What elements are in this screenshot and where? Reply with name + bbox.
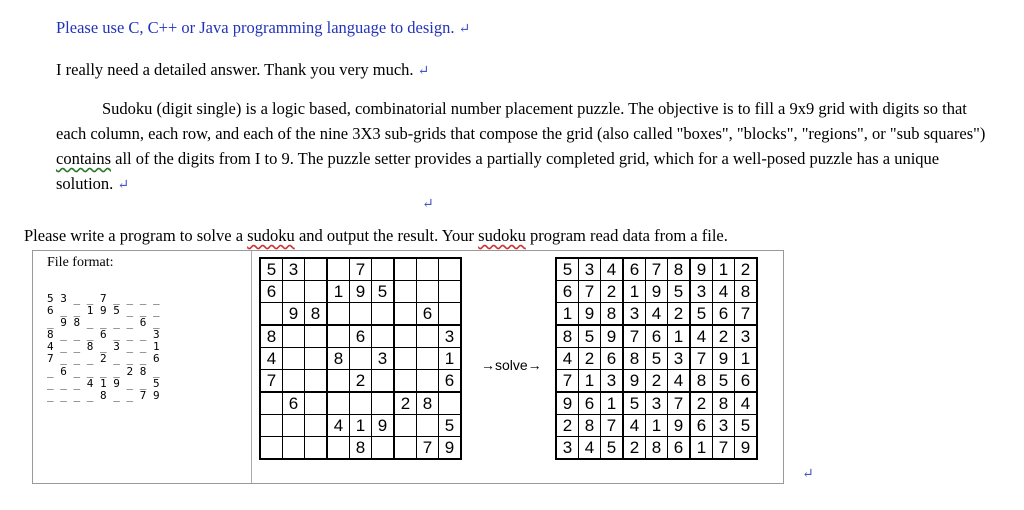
- grid-cell: 8: [327, 348, 350, 370]
- grid-cell: 4: [690, 325, 713, 348]
- grid-cell: 6: [646, 325, 668, 348]
- grid-row: [260, 415, 461, 437]
- grid-cell: [327, 325, 350, 348]
- grid-cell: 5: [372, 281, 395, 303]
- grid-cell: 9: [601, 325, 624, 348]
- grid-cell: 5: [601, 437, 624, 460]
- request-text: [56, 60, 429, 80]
- grid-cell: 8: [350, 437, 372, 460]
- puzzle-grid: [259, 257, 462, 460]
- grid-cell: 9: [350, 281, 372, 303]
- grid-row: [556, 392, 757, 415]
- prompt-text: [24, 226, 728, 246]
- grid-cell: 7: [579, 281, 601, 303]
- grid-cell: 9: [646, 281, 668, 303]
- grid-cell: 9: [372, 415, 395, 437]
- grid-row: [556, 303, 757, 326]
- grid-cell: [283, 415, 305, 437]
- request-line: I really need a detailed answer. Thank you very much.: [56, 60, 414, 79]
- grid-cell: [394, 415, 417, 437]
- grid-cell: [305, 392, 328, 415]
- grid-cell: 6: [601, 348, 624, 370]
- grid-cell: 3: [668, 348, 691, 370]
- grid-cell: 7: [417, 437, 439, 460]
- grid-cell: 1: [713, 258, 735, 281]
- grid-cell: [350, 348, 372, 370]
- grid-cell: 2: [668, 303, 691, 326]
- grid-cell: [260, 303, 283, 326]
- grid-cell: 5: [579, 325, 601, 348]
- grid-cell: 6: [735, 370, 758, 393]
- grid-cell: [305, 258, 328, 281]
- grid-cell: [394, 437, 417, 460]
- grid-cell: [372, 370, 395, 393]
- grid-cell: 8: [579, 415, 601, 437]
- grid-cell: 5: [713, 370, 735, 393]
- grid-cell: 9: [556, 392, 579, 415]
- grid-cell: [394, 348, 417, 370]
- grid-row: [556, 325, 757, 348]
- prompt-sudoku-word: sudoku: [247, 226, 295, 245]
- sudoku-description: [56, 96, 986, 198]
- grid-cell: [283, 348, 305, 370]
- grid-cell: 7: [350, 258, 372, 281]
- file-format-example: 5 3 _ _ 7 _ _ _ _ 6 _ _ 1 9 5 _ _ _ _ 9 8 _ _ _ _ 6 _ 8 _ _ _ 6 _ _ _ 3 4 _ _ 8 _ 3 _ _ 1 7 _ _ _ 2 _ _ _ 6 _ 6 _ _ _ _ 2 8 _ _ _ _ 4 1 9 _ _ 5 _ _ _ _ 8 _ _ 7 9: [47, 292, 160, 402]
- grid-cell: 6: [690, 415, 713, 437]
- grid-cell: [417, 370, 439, 393]
- grid-cell: 5: [260, 258, 283, 281]
- grid-cell: 3: [735, 325, 758, 348]
- solution-grid: [555, 257, 758, 460]
- return-mark-icon: ↵: [422, 197, 434, 212]
- grid-cell: [327, 437, 350, 460]
- grid-row: [260, 258, 461, 281]
- grid-cell: [305, 325, 328, 348]
- grid-row: [556, 437, 757, 460]
- grid-row: [260, 303, 461, 326]
- grid-cell: 4: [713, 281, 735, 303]
- grid-cell: [439, 392, 462, 415]
- grid-cell: 4: [646, 303, 668, 326]
- grid-cell: 5: [556, 258, 579, 281]
- return-mark-icon: ↵: [117, 178, 130, 193]
- grid-cell: [372, 437, 395, 460]
- grid-cell: 7: [601, 415, 624, 437]
- grid-cell: 5: [439, 415, 462, 437]
- grid-cell: 2: [394, 392, 417, 415]
- grid-cell: [417, 348, 439, 370]
- grid-cell: 6: [668, 437, 691, 460]
- grid-cell: 9: [439, 437, 462, 460]
- grid-cell: [372, 325, 395, 348]
- grid-cell: 4: [601, 258, 624, 281]
- grid-cell: 9: [735, 437, 758, 460]
- grid-cell: [372, 303, 395, 326]
- grid-cell: 3: [623, 303, 646, 326]
- grid-cell: 3: [439, 325, 462, 348]
- grid-cell: 7: [713, 437, 735, 460]
- grid-cell: [372, 258, 395, 281]
- grid-cell: [305, 281, 328, 303]
- grid-cell: [394, 281, 417, 303]
- grid-cell: 1: [690, 437, 713, 460]
- grid-cell: 1: [735, 348, 758, 370]
- grid-cell: [327, 303, 350, 326]
- grid-cell: 4: [735, 392, 758, 415]
- grid-cell: 6: [350, 325, 372, 348]
- sudoku-figure: [32, 250, 784, 484]
- grid-cell: 7: [623, 325, 646, 348]
- grid-cell: 8: [646, 437, 668, 460]
- grid-row: [556, 348, 757, 370]
- grid-cell: 4: [260, 348, 283, 370]
- intro-text: [56, 18, 470, 38]
- file-format-label: File format:: [47, 255, 114, 270]
- grid-cell: [417, 415, 439, 437]
- grid-cell: [283, 370, 305, 393]
- grid-cell: [305, 437, 328, 460]
- description-part-2: all of the digits from I to 9. The puzzle setter provides a partially completed grid, which for a well-posed puzzle has a unique solution.: [56, 149, 940, 193]
- grid-cell: [417, 325, 439, 348]
- grid-cell: 7: [690, 348, 713, 370]
- grid-row: [260, 437, 461, 460]
- grid-cell: 8: [601, 303, 624, 326]
- grid-row: [260, 370, 461, 393]
- grid-cell: 7: [668, 392, 691, 415]
- grid-cell: [350, 303, 372, 326]
- grid-cell: [439, 303, 462, 326]
- grid-cell: [283, 281, 305, 303]
- grid-cell: 3: [556, 437, 579, 460]
- grid-cell: 6: [713, 303, 735, 326]
- grid-cell: 7: [260, 370, 283, 393]
- grid-cell: 6: [623, 258, 646, 281]
- grid-cell: 6: [579, 392, 601, 415]
- grid-cell: [417, 258, 439, 281]
- grid-cell: 1: [439, 348, 462, 370]
- prompt-part-1: Please write a program to solve a: [24, 226, 248, 245]
- grid-cell: 9: [690, 258, 713, 281]
- grid-cell: 5: [690, 303, 713, 326]
- grid-cell: [305, 415, 328, 437]
- grid-cell: 3: [601, 370, 624, 393]
- grid-cell: [327, 370, 350, 393]
- grid-cell: 4: [623, 415, 646, 437]
- grid-cell: 2: [556, 415, 579, 437]
- grid-cell: 3: [372, 348, 395, 370]
- grid-cell: 5: [646, 348, 668, 370]
- grid-cell: 3: [579, 258, 601, 281]
- grid-cell: 8: [668, 258, 691, 281]
- grid-cell: [394, 370, 417, 393]
- grid-cell: 9: [713, 348, 735, 370]
- grid-cell: 3: [283, 258, 305, 281]
- grid-cell: 4: [556, 348, 579, 370]
- grid-row: [260, 281, 461, 303]
- grid-cell: 4: [579, 437, 601, 460]
- grid-cell: 1: [668, 325, 691, 348]
- grid-cell: 2: [713, 325, 735, 348]
- grid-cell: 4: [668, 370, 691, 393]
- grid-cell: [305, 370, 328, 393]
- description-part-1: Sudoku (digit single) is a logic based, combinatorial number placement puzzle. The objective is to fill a 9x9 grid with digits so that each column, each row, and each of the nine 3X3 sub-grids that compose the grid (also called "boxes", "blocks", "regions", or "sub squares"): [56, 99, 986, 143]
- grid-cell: 8: [260, 325, 283, 348]
- grid-cell: 2: [646, 370, 668, 393]
- grid-row: [260, 392, 461, 415]
- return-mark-icon: ↵: [458, 22, 471, 37]
- grid-cell: 5: [623, 392, 646, 415]
- grid-row: [556, 370, 757, 393]
- grid-cell: [394, 258, 417, 281]
- grid-cell: 6: [417, 303, 439, 326]
- grid-cell: 5: [735, 415, 758, 437]
- prompt-sudoku-word: sudoku: [478, 226, 526, 245]
- grid-cell: [394, 303, 417, 326]
- grid-cell: [260, 415, 283, 437]
- grid-cell: 8: [305, 303, 328, 326]
- prompt-part-2: and output the result. Your: [294, 226, 479, 245]
- grid-cell: 6: [283, 392, 305, 415]
- grid-cell: [372, 392, 395, 415]
- grid-row: [556, 415, 757, 437]
- grid-cell: 9: [579, 303, 601, 326]
- grid-cell: 1: [556, 303, 579, 326]
- grid-cell: 2: [579, 348, 601, 370]
- grid-cell: 1: [350, 415, 372, 437]
- grid-cell: [305, 348, 328, 370]
- grid-row: [556, 258, 757, 281]
- return-mark-icon: ↵: [802, 467, 814, 482]
- grid-cell: 3: [646, 392, 668, 415]
- grid-cell: 9: [283, 303, 305, 326]
- grid-cell: [327, 392, 350, 415]
- grid-cell: [417, 281, 439, 303]
- grid-cell: 1: [579, 370, 601, 393]
- grid-cell: 1: [646, 415, 668, 437]
- grid-cell: 9: [623, 370, 646, 393]
- grid-cell: 2: [350, 370, 372, 393]
- grid-cell: 3: [690, 281, 713, 303]
- grid-cell: [283, 325, 305, 348]
- grid-cell: 8: [623, 348, 646, 370]
- grid-cell: [394, 325, 417, 348]
- grid-cell: 8: [735, 281, 758, 303]
- grid-cell: [439, 258, 462, 281]
- grid-row: [260, 325, 461, 348]
- solve-arrow: →solve→: [481, 357, 542, 373]
- grid-cell: 8: [713, 392, 735, 415]
- grid-cell: 6: [439, 370, 462, 393]
- grid-cell: [260, 437, 283, 460]
- grid-cell: [350, 392, 372, 415]
- grid-cell: 2: [735, 258, 758, 281]
- grid-cell: [260, 392, 283, 415]
- grid-cell: 6: [556, 281, 579, 303]
- grid-cell: 6: [260, 281, 283, 303]
- grid-cell: [283, 437, 305, 460]
- grid-cell: [327, 258, 350, 281]
- grid-cell: 2: [690, 392, 713, 415]
- grid-cell: 1: [623, 281, 646, 303]
- grid-cell: 1: [601, 392, 624, 415]
- grid-cell: 4: [327, 415, 350, 437]
- grid-cell: 2: [623, 437, 646, 460]
- grid-cell: 3: [713, 415, 735, 437]
- grid-cell: 5: [668, 281, 691, 303]
- grid-row: [556, 281, 757, 303]
- grid-row: [260, 348, 461, 370]
- grid-cell: 2: [601, 281, 624, 303]
- return-mark-icon: ↵: [417, 64, 430, 79]
- grid-cell: 8: [556, 325, 579, 348]
- prompt-part-3: program read data from a file.: [525, 226, 728, 245]
- grid-cell: 8: [690, 370, 713, 393]
- grid-cell: 1: [327, 281, 350, 303]
- grid-cell: 7: [735, 303, 758, 326]
- grid-cell: 9: [668, 415, 691, 437]
- figure-divider: [251, 251, 252, 483]
- grid-cell: 7: [646, 258, 668, 281]
- intro-line: Please use C, C++ or Java programming language to design.: [56, 18, 455, 37]
- grid-cell: 8: [417, 392, 439, 415]
- grid-cell: [439, 281, 462, 303]
- grid-cell: 7: [556, 370, 579, 393]
- description-underlined-word: contains: [56, 149, 111, 168]
